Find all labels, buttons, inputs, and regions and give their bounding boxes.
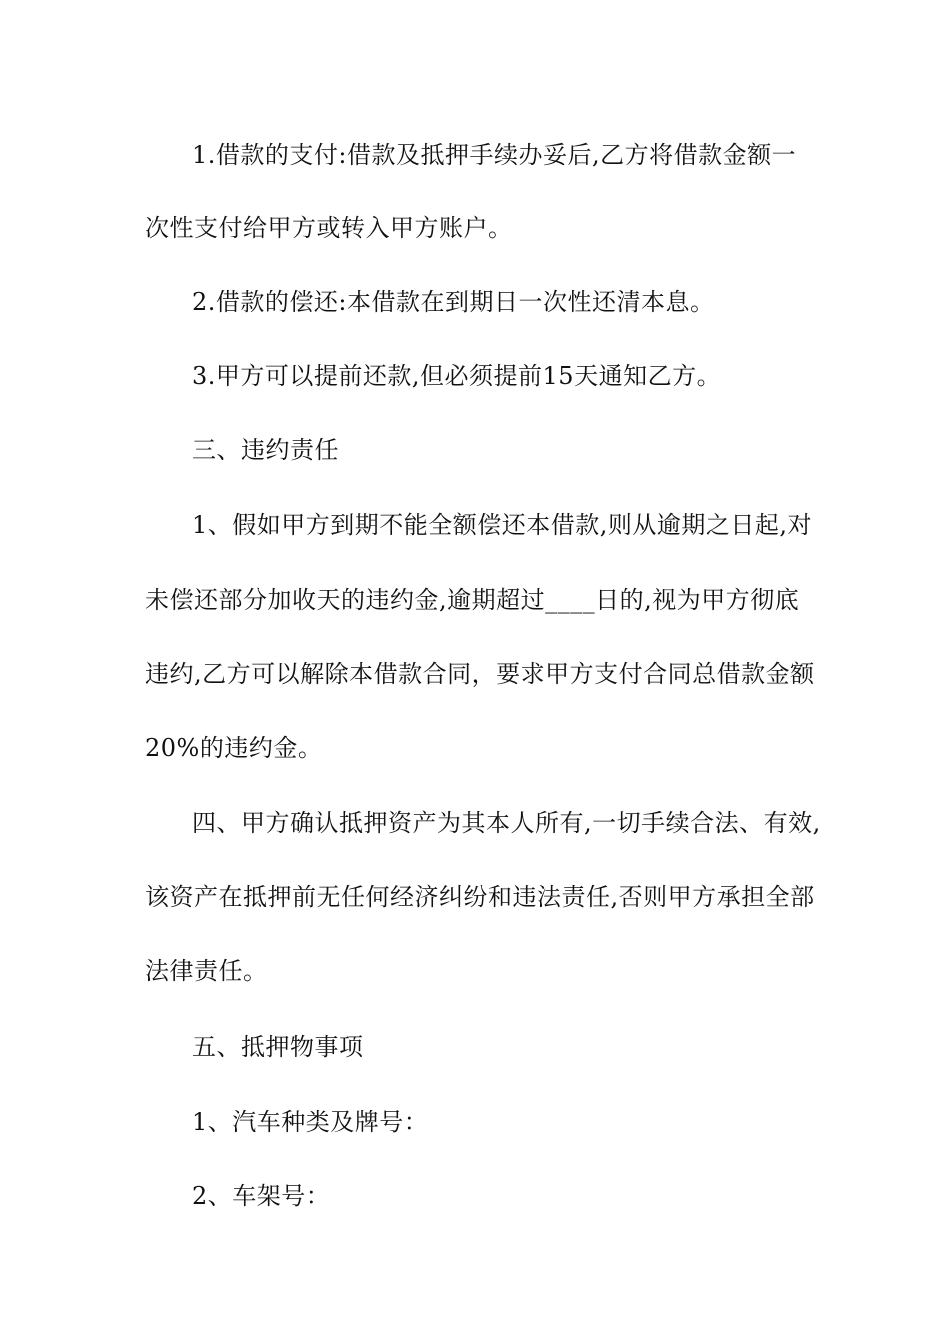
text-line-breach-2: 未偿还部分加收天的违约金,逾期超过____日的,视为甲方彻底 bbox=[145, 586, 800, 614]
text-line-repayment: 2.借款的偿还:本借款在到期日一次性还清本息。 bbox=[192, 288, 715, 316]
text-line-early-repayment: 3.甲方可以提前还款,但必须提前15天通知乙方。 bbox=[192, 362, 722, 390]
text-line-payment: 1.借款的支付:借款及抵押手续办妥后,乙方将借款金额一 bbox=[192, 141, 797, 169]
text-line-payment-cont: 次性支付给甲方或转入甲方账户。 bbox=[145, 214, 513, 242]
text-line-ownership-2: 该资产在抵押前无任何经济纠纷和违法责任,否则甲方承担全部 bbox=[145, 883, 815, 911]
text-line-breach-4: 20%的违约金。 bbox=[145, 734, 323, 762]
text-line-vehicle-type: 1、汽车种类及牌号： bbox=[192, 1108, 429, 1136]
text-line-ownership-1: 四、甲方确认抵押资产为其本人所有,一切手续合法、有效, bbox=[192, 809, 821, 837]
text-line-frame-number: 2、车架号： bbox=[192, 1182, 331, 1210]
text-line-breach-1: 1、假如甲方到期不能全额偿还本借款,则从逾期之日起,对 bbox=[192, 511, 813, 539]
section-heading-breach: 三、违约责任 bbox=[192, 436, 339, 464]
section-heading-collateral: 五、抵押物事项 bbox=[192, 1033, 364, 1061]
text-line-ownership-3: 法律责任。 bbox=[145, 957, 268, 985]
text-line-breach-3: 违约,乙方可以解除本借款合同，要求甲方支付合同总借款金额 bbox=[145, 660, 815, 688]
